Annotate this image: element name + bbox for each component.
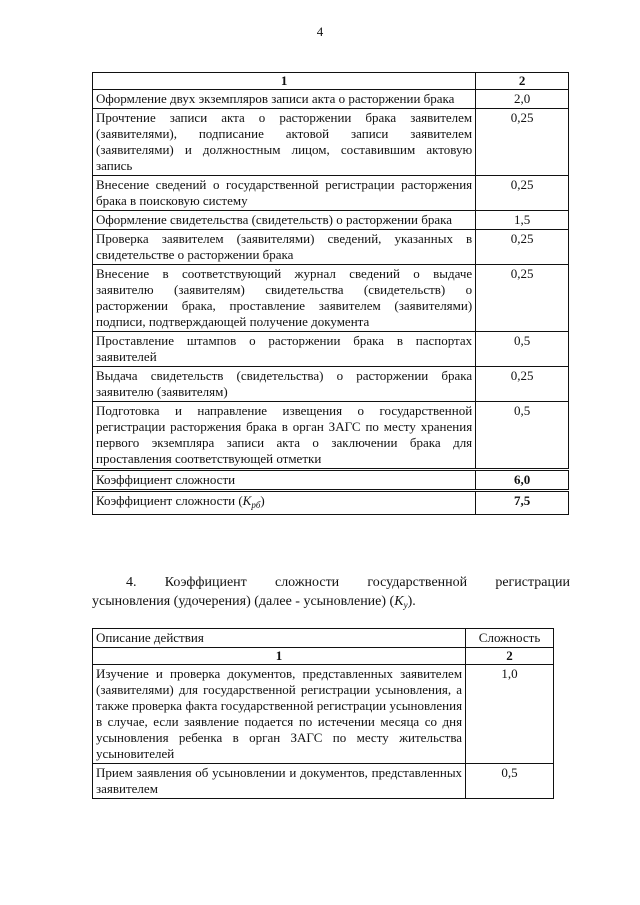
row-value: 0,5 [476,402,569,469]
total-value: 6,0 [476,471,569,490]
column-number-2: 2 [476,73,569,90]
table-row [93,211,569,230]
table-header-row [93,73,569,90]
table-row [93,665,554,764]
section-number: 4. [126,575,137,590]
row-description: Внесение сведений о государственной регистрации расторжения брака в поисковую систему [93,176,476,211]
adoption-complexity-table [92,628,554,799]
table-row [93,402,569,469]
section-4-paragraph: 4. Коэффициент сложности государственной регистрации усыновления (удочерения) (далее - усыновление) $(K_у)$. [92,573,570,615]
column-number-1: 1 [93,648,466,665]
row-value: 2,0 [476,90,569,109]
coefficient-row [93,492,569,515]
row-description: Изучение и проверка документов, представленных заявителем (заявителями) для государственной регистрации усыновления, а также проверка факта государственной регистрации усыновления в случае, если заявление подается по истечении месяца со дня усыновления ребенка в орган ЗАГС по месту жительства усыновителей [93,665,466,764]
total-label: Коэффициент сложности [93,471,476,490]
row-value: 1,5 [476,211,569,230]
table-row [93,332,569,367]
column-number-2: 2 [466,648,554,665]
table-row [93,230,569,265]
table-row [93,764,554,799]
divorce-complexity-table [92,72,569,515]
row-value: 0,25 [476,265,569,332]
row-value: 0,5 [466,764,554,799]
column-title-complexity: Сложность [466,629,554,648]
row-value: 0,25 [476,176,569,211]
total-row [93,471,569,490]
row-description: Выдача свидетельств (свидетельства) о расторжении брака заявителю (заявителям) [93,367,476,402]
row-description: Проставление штампов о расторжении брака в паспортах заявителей [93,332,476,367]
page-number: 4 [316,24,324,39]
column-title-description: Описание действия [93,629,466,648]
section-line-2: усыновления (удочерения) (далее - усыновление) $(K_у)$. [92,594,416,610]
table-row [93,176,569,211]
row-value: 0,25 [476,109,569,176]
row-description: Проверка заявителем (заявителями) сведений, указанных в свидетельстве о расторжении брака [93,230,476,265]
table-row [93,109,569,176]
row-description: Оформление свидетельства (свидетельств) о расторжении брака [93,211,476,230]
row-description: Подготовка и направление извещения о государственной регистрации расторжения брака в орган ЗАГС по месту хранения первого экземпляра записи акта о заключении брака для проставления соответствующей отметки [93,402,476,469]
coefficient-value: 7,5 [476,492,569,515]
table-row [93,90,569,109]
row-description: Внесение в соответствующий журнал сведений о выдаче заявителю (заявителям) свидетельства (свидетельств) о расторжении брака, проставление заявителем (заявителями) подписи, подтверждающей получение документа [93,265,476,332]
row-value: 1,0 [466,665,554,764]
row-description: Прием заявления об усыновлении и документов, представленных заявителем [93,764,466,799]
table-header-row [93,648,554,665]
row-value: 0,25 [476,230,569,265]
row-value: 0,25 [476,367,569,402]
row-description: Оформление двух экземпляров записи акта о расторжении брака [93,90,476,109]
table-row [93,367,569,402]
column-number-1: 1 [93,73,476,90]
table-title-row [93,629,554,648]
table-row [93,265,569,332]
row-description: Прочтение записи акта о расторжении брака заявителем (заявителями), подписание актовой записи заявителем (заявителями) и должностным лицом, составившим актовую запись [93,109,476,176]
row-value: 0,5 [476,332,569,367]
coefficient-label: Коэффициент сложности $(K_{рб})$ [93,492,476,515]
